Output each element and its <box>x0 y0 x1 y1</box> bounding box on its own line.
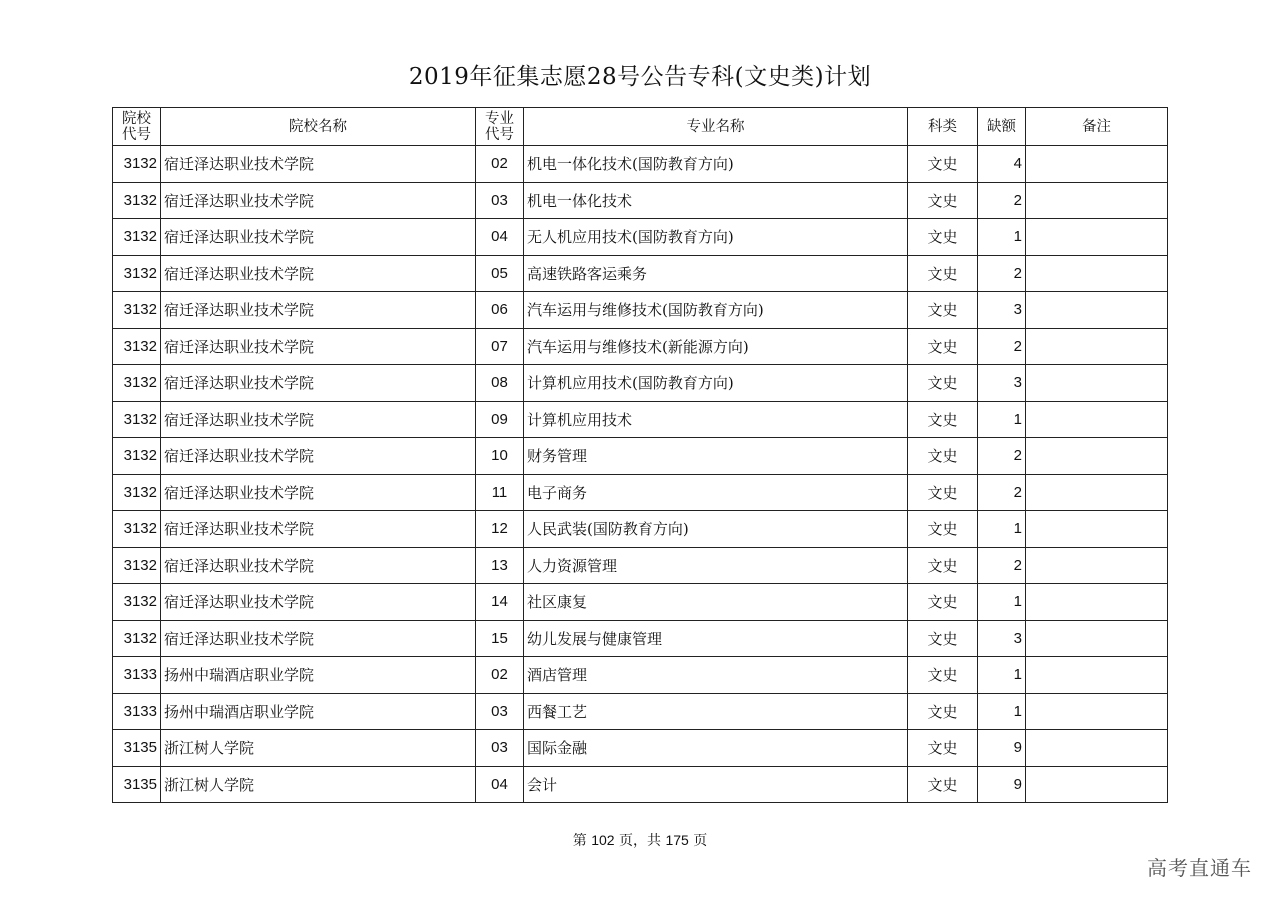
cell-remarks <box>1026 584 1168 621</box>
cell-major-name: 计算机应用技术(国防教育方向) <box>524 365 908 402</box>
cell-major-code: 04 <box>476 219 524 256</box>
cell-remarks <box>1026 182 1168 219</box>
header-major-code-line2: 代号 <box>485 126 514 143</box>
cell-major-name: 电子商务 <box>524 474 908 511</box>
cell-school-name: 宿迁泽达职业技术学院 <box>161 182 476 219</box>
cell-category: 文史 <box>908 219 978 256</box>
cell-category: 文史 <box>908 620 978 657</box>
cell-major-code: 11 <box>476 474 524 511</box>
cell-school-name: 宿迁泽达职业技术学院 <box>161 365 476 402</box>
cell-vacancy: 1 <box>978 693 1026 730</box>
cell-school-code: 3135 <box>113 766 161 803</box>
cell-school-code: 3132 <box>113 292 161 329</box>
cell-category: 文史 <box>908 547 978 584</box>
cell-school-name: 宿迁泽达职业技术学院 <box>161 474 476 511</box>
cell-school-code: 3132 <box>113 365 161 402</box>
table-header-row <box>113 108 1168 146</box>
cell-major-code: 14 <box>476 584 524 621</box>
cell-vacancy: 1 <box>978 584 1026 621</box>
cell-school-name: 宿迁泽达职业技术学院 <box>161 584 476 621</box>
cell-vacancy: 1 <box>978 219 1026 256</box>
table-row <box>113 255 1168 292</box>
cell-remarks <box>1026 401 1168 438</box>
table-row <box>113 657 1168 694</box>
cell-vacancy: 4 <box>978 146 1026 183</box>
cell-vacancy: 2 <box>978 438 1026 475</box>
cell-remarks <box>1026 620 1168 657</box>
cell-category: 文史 <box>908 730 978 767</box>
cell-major-code: 12 <box>476 511 524 548</box>
page-title: 2019年征集志愿28号公告专科(文史类)计划 <box>408 64 872 90</box>
cell-school-name: 宿迁泽达职业技术学院 <box>161 401 476 438</box>
cell-school-name: 宿迁泽达职业技术学院 <box>161 438 476 475</box>
cell-vacancy: 1 <box>978 511 1026 548</box>
cell-remarks <box>1026 511 1168 548</box>
cell-school-code: 3135 <box>113 730 161 767</box>
cell-school-name: 扬州中瑞酒店职业学院 <box>161 657 476 694</box>
cell-remarks <box>1026 730 1168 767</box>
header-school-name: 院校名称 <box>161 108 476 146</box>
footer-suffix: 页 <box>688 833 708 849</box>
cell-category: 文史 <box>908 438 978 475</box>
cell-category: 文史 <box>908 584 978 621</box>
table-row <box>113 219 1168 256</box>
table-row <box>113 474 1168 511</box>
cell-school-name: 宿迁泽达职业技术学院 <box>161 511 476 548</box>
cell-major-name: 人力资源管理 <box>524 547 908 584</box>
cell-school-code: 3133 <box>113 693 161 730</box>
cell-major-name: 人民武装(国防教育方向) <box>524 511 908 548</box>
cell-major-code: 13 <box>476 547 524 584</box>
cell-school-code: 3132 <box>113 146 161 183</box>
cell-remarks <box>1026 474 1168 511</box>
cell-category: 文史 <box>908 657 978 694</box>
cell-major-code: 05 <box>476 255 524 292</box>
cell-major-code: 10 <box>476 438 524 475</box>
cell-remarks <box>1026 219 1168 256</box>
cell-vacancy: 9 <box>978 730 1026 767</box>
cell-vacancy: 1 <box>978 401 1026 438</box>
table-row <box>113 438 1168 475</box>
cell-category: 文史 <box>908 474 978 511</box>
footer-prefix: 第 <box>572 833 592 849</box>
header-vacancy: 缺额 <box>978 108 1026 146</box>
cell-remarks <box>1026 255 1168 292</box>
cell-major-name: 酒店管理 <box>524 657 908 694</box>
table-row <box>113 328 1168 365</box>
cell-school-code: 3132 <box>113 219 161 256</box>
cell-remarks <box>1026 766 1168 803</box>
cell-major-name: 汽车运用与维修技术(新能源方向) <box>524 328 908 365</box>
table-row <box>113 693 1168 730</box>
cell-major-name: 汽车运用与维修技术(国防教育方向) <box>524 292 908 329</box>
cell-major-name: 高速铁路客运乘务 <box>524 255 908 292</box>
cell-vacancy: 2 <box>978 474 1026 511</box>
cell-school-name: 宿迁泽达职业技术学院 <box>161 620 476 657</box>
table-row <box>113 766 1168 803</box>
table-row <box>113 730 1168 767</box>
cell-major-name: 机电一体化技术(国防教育方向) <box>524 146 908 183</box>
header-major-name: 专业名称 <box>524 108 908 146</box>
cell-major-name: 机电一体化技术 <box>524 182 908 219</box>
table-body <box>113 146 1168 803</box>
cell-vacancy: 3 <box>978 292 1026 329</box>
cell-major-name: 国际金融 <box>524 730 908 767</box>
cell-major-code: 08 <box>476 365 524 402</box>
table-row <box>113 584 1168 621</box>
plan-table <box>112 107 1168 803</box>
cell-remarks <box>1026 365 1168 402</box>
cell-vacancy: 3 <box>978 365 1026 402</box>
table-row <box>113 547 1168 584</box>
cell-major-code: 09 <box>476 401 524 438</box>
header-category: 科类 <box>908 108 978 146</box>
header-remarks: 备注 <box>1026 108 1168 146</box>
table-row <box>113 182 1168 219</box>
cell-category: 文史 <box>908 365 978 402</box>
cell-school-code: 3132 <box>113 511 161 548</box>
cell-remarks <box>1026 438 1168 475</box>
cell-vacancy: 9 <box>978 766 1026 803</box>
cell-school-name: 扬州中瑞酒店职业学院 <box>161 693 476 730</box>
cell-major-name: 会计 <box>524 766 908 803</box>
cell-school-code: 3132 <box>113 255 161 292</box>
cell-major-code: 03 <box>476 182 524 219</box>
cell-school-name: 宿迁泽达职业技术学院 <box>161 547 476 584</box>
cell-remarks <box>1026 328 1168 365</box>
header-school-code-line2: 代号 <box>122 126 151 143</box>
table-row <box>113 511 1168 548</box>
cell-school-code: 3132 <box>113 438 161 475</box>
cell-major-code: 03 <box>476 693 524 730</box>
cell-remarks <box>1026 292 1168 329</box>
cell-school-name: 宿迁泽达职业技术学院 <box>161 219 476 256</box>
cell-major-code: 02 <box>476 657 524 694</box>
cell-school-code: 3132 <box>113 547 161 584</box>
cell-category: 文史 <box>908 146 978 183</box>
cell-category: 文史 <box>908 766 978 803</box>
cell-school-name: 浙江树人学院 <box>161 766 476 803</box>
cell-major-name: 西餐工艺 <box>524 693 908 730</box>
cell-major-name: 社区康复 <box>524 584 908 621</box>
cell-category: 文史 <box>908 401 978 438</box>
cell-school-name: 宿迁泽达职业技术学院 <box>161 255 476 292</box>
cell-major-code: 02 <box>476 146 524 183</box>
header-major-code-line1: 专业 <box>485 110 514 127</box>
table-row <box>113 401 1168 438</box>
cell-category: 文史 <box>908 693 978 730</box>
cell-school-name: 宿迁泽达职业技术学院 <box>161 328 476 365</box>
cell-school-name: 浙江树人学院 <box>161 730 476 767</box>
cell-school-code: 3133 <box>113 657 161 694</box>
cell-school-code: 3132 <box>113 620 161 657</box>
header-school-code <box>113 108 161 146</box>
cell-category: 文史 <box>908 182 978 219</box>
cell-major-name: 财务管理 <box>524 438 908 475</box>
cell-remarks <box>1026 657 1168 694</box>
cell-school-name: 宿迁泽达职业技术学院 <box>161 292 476 329</box>
cell-school-code: 3132 <box>113 328 161 365</box>
page-footer <box>0 830 1280 850</box>
cell-category: 文史 <box>908 511 978 548</box>
cell-remarks <box>1026 146 1168 183</box>
cell-major-name: 幼儿发展与健康管理 <box>524 620 908 657</box>
footer-total-pages: 175 <box>665 832 689 848</box>
cell-category: 文史 <box>908 255 978 292</box>
cell-vacancy: 1 <box>978 657 1026 694</box>
header-major-code <box>476 108 524 146</box>
cell-vacancy: 2 <box>978 255 1026 292</box>
watermark: 高考直通车 <box>1147 856 1252 880</box>
cell-school-code: 3132 <box>113 474 161 511</box>
table-row <box>113 146 1168 183</box>
header-school-code-line1: 院校 <box>122 110 151 127</box>
cell-category: 文史 <box>908 292 978 329</box>
footer-middle: 页，共 <box>614 833 666 849</box>
cell-school-code: 3132 <box>113 401 161 438</box>
cell-vacancy: 2 <box>978 328 1026 365</box>
cell-remarks <box>1026 693 1168 730</box>
cell-school-name: 宿迁泽达职业技术学院 <box>161 146 476 183</box>
cell-major-code: 15 <box>476 620 524 657</box>
cell-major-code: 03 <box>476 730 524 767</box>
table-row <box>113 292 1168 329</box>
cell-major-name: 无人机应用技术(国防教育方向) <box>524 219 908 256</box>
cell-major-code: 06 <box>476 292 524 329</box>
table-row <box>113 365 1168 402</box>
cell-major-name: 计算机应用技术 <box>524 401 908 438</box>
cell-remarks <box>1026 547 1168 584</box>
cell-vacancy: 3 <box>978 620 1026 657</box>
cell-vacancy: 2 <box>978 182 1026 219</box>
cell-category: 文史 <box>908 328 978 365</box>
cell-major-code: 04 <box>476 766 524 803</box>
cell-school-code: 3132 <box>113 584 161 621</box>
footer-page-number: 102 <box>591 832 615 848</box>
cell-vacancy: 2 <box>978 547 1026 584</box>
table-row <box>113 620 1168 657</box>
cell-school-code: 3132 <box>113 182 161 219</box>
cell-major-code: 07 <box>476 328 524 365</box>
